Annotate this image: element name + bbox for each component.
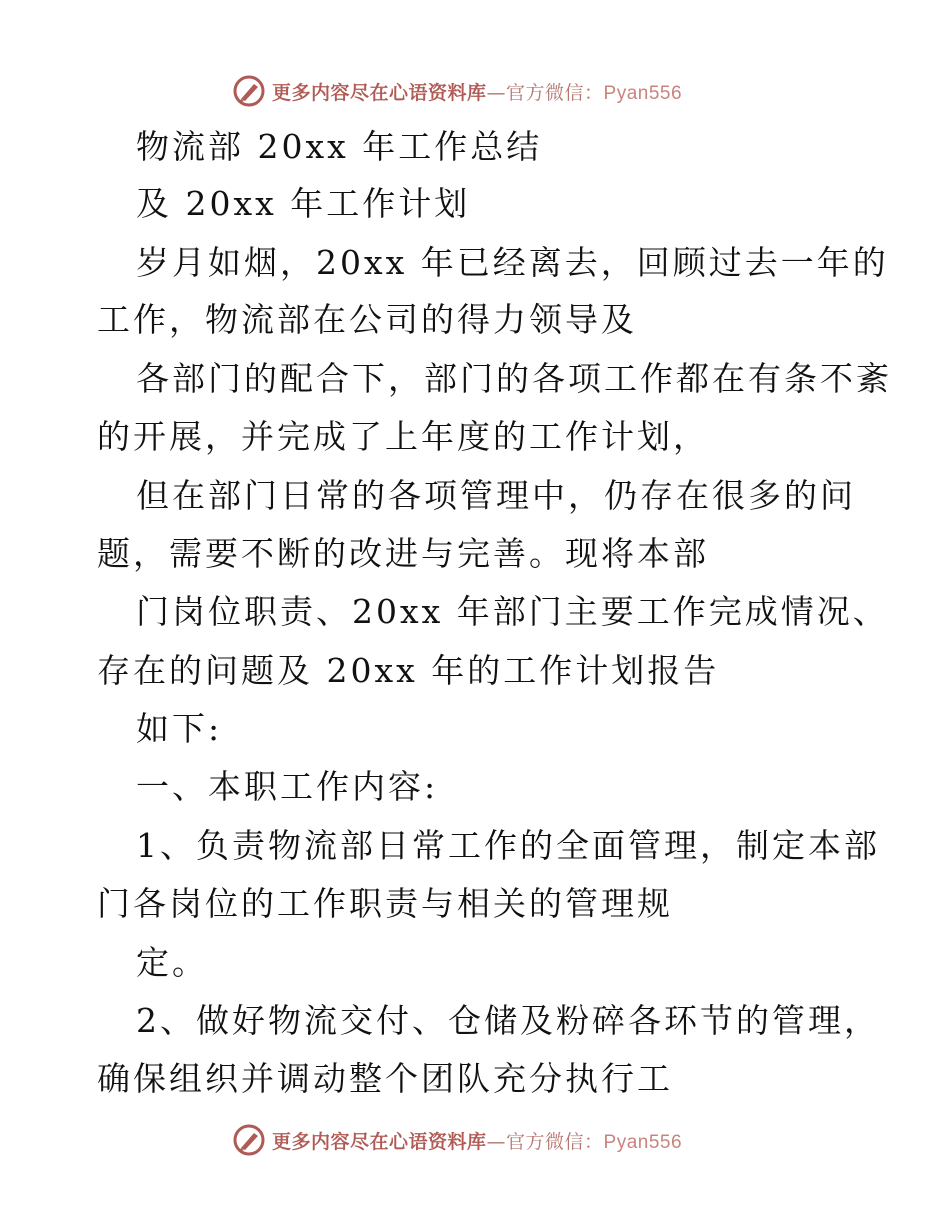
list-item-line: 门各岗位的工作职责与相关的管理规 — [97, 884, 673, 923]
pen-logo-icon — [232, 1123, 266, 1157]
section-heading: 一、本职工作内容: — [136, 767, 439, 806]
pen-logo-icon — [232, 74, 266, 108]
watermark-main: 更多内容尽在心语资料库 — [272, 81, 487, 104]
paragraph-line: 门岗位职责、20xx 年部门主要工作完成情况、 — [136, 592, 889, 631]
watermark-suffix: 官方微信： — [506, 81, 604, 104]
paragraph-line: 各部门的配合下，部门的各项工作都在有条不紊 — [136, 359, 892, 398]
list-item-line: 确保组织并调动整个团队充分执行工 — [97, 1059, 673, 1098]
watermark-main: 更多内容尽在心语资料库 — [272, 1130, 487, 1153]
watermark-text — [272, 78, 682, 105]
paragraph-line: 岁月如烟，20xx 年已经离去，回顾过去一年的 — [136, 243, 889, 282]
list-item-line: 2、做好物流交付、仓储及粉碎各环节的管理， — [136, 1001, 880, 1040]
watermark-header — [232, 73, 682, 109]
watermark-id: Pyan556 — [603, 82, 683, 104]
paragraph-line: 的开展，并完成了上年度的工作计划， — [97, 417, 709, 456]
title-line-2: 及 20xx 年工作计划 — [136, 184, 471, 223]
list-item-line: 定。 — [136, 943, 208, 982]
paragraph-line: 但在部门日常的各项管理中，仍存在很多的问 — [136, 476, 856, 515]
paragraph-line: 存在的问题及 20xx 年的工作计划报告 — [97, 651, 720, 690]
title-line-1: 物流部 20xx 年工作总结 — [136, 127, 543, 166]
watermark-text — [272, 1127, 682, 1154]
watermark-suffix: 官方微信： — [506, 1130, 604, 1153]
paragraph-line: 如下: — [136, 709, 223, 748]
watermark-dash: — — [486, 81, 507, 104]
paragraph-line: 工作，物流部在公司的得力领导及 — [97, 300, 637, 339]
watermark-footer — [232, 1122, 682, 1158]
watermark-id: Pyan556 — [603, 1131, 683, 1153]
watermark-dash: — — [486, 1130, 507, 1153]
list-item-line: 1、负责物流部日常工作的全面管理，制定本部 — [136, 826, 880, 865]
paragraph-line: 题，需要不断的改进与完善。现将本部 — [97, 534, 709, 573]
